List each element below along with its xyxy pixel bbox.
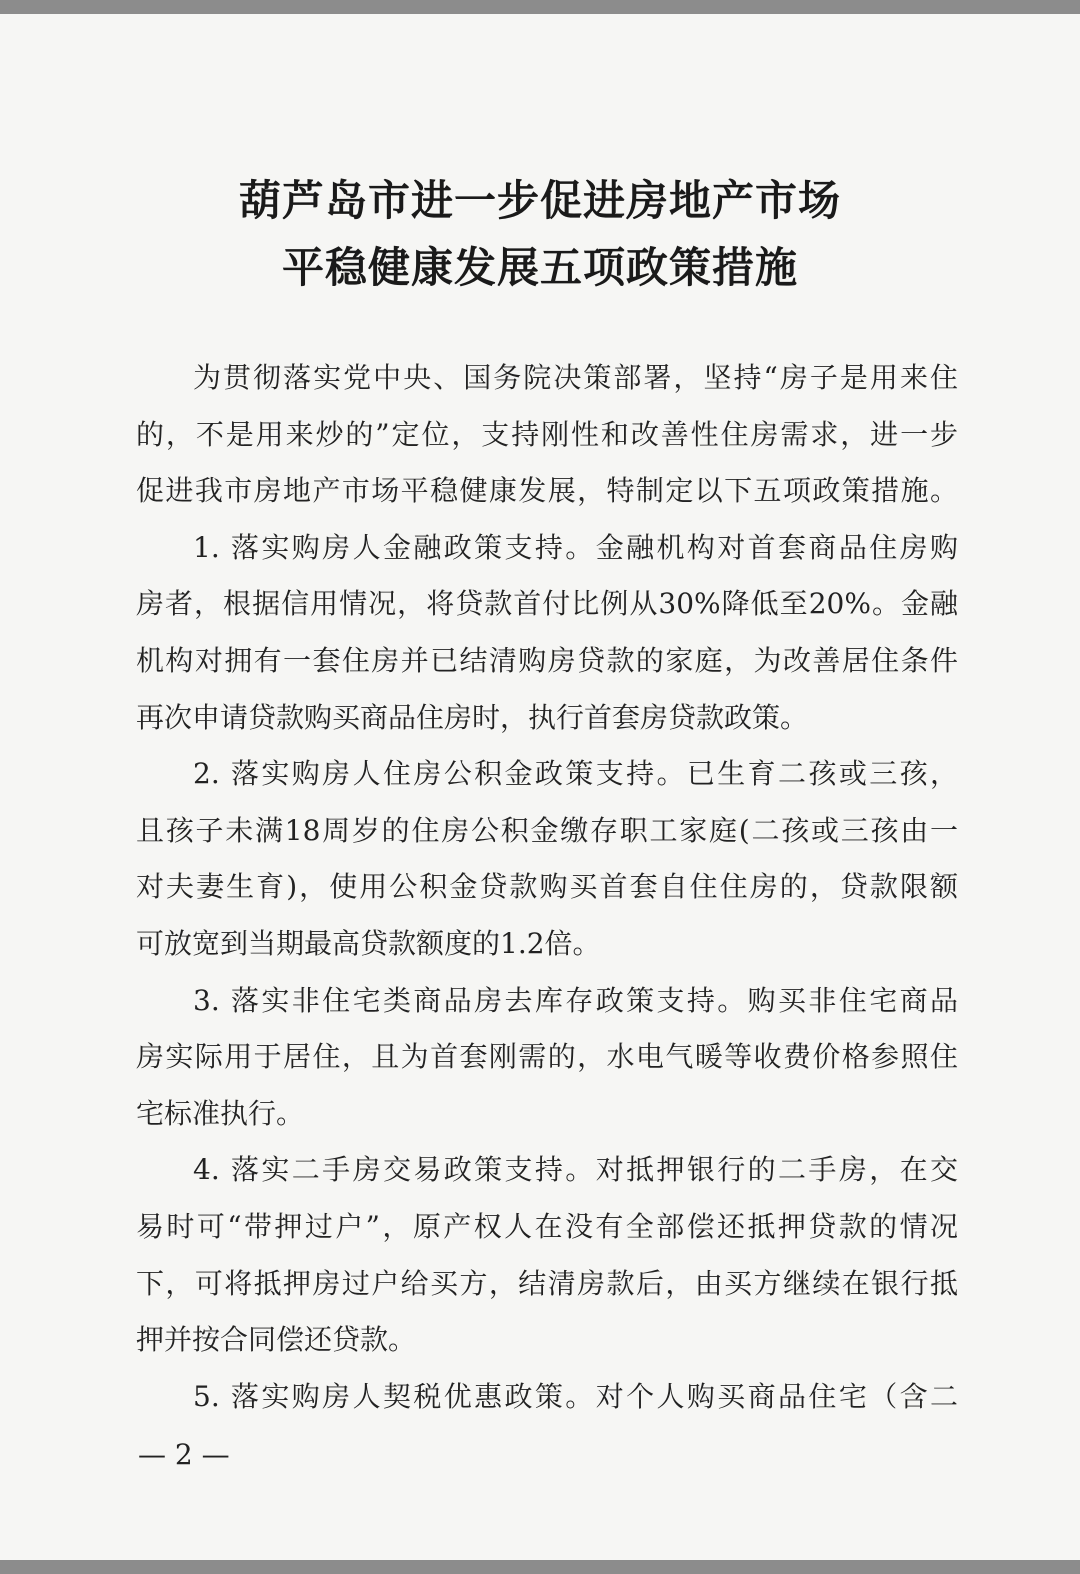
body-line: 5. 落实购房人契税优惠政策。对个人购买商品住宅（含二 bbox=[193, 1379, 958, 1413]
body-line: 房者，根据信用情况，将贷款首付比例从30%降低至20%。金融 bbox=[136, 587, 958, 621]
body-line: 下，可将抵押房过户给买方，结清房款后，由买方继续在银行抵 bbox=[136, 1266, 958, 1300]
document-title-line-1: 葫芦岛市进一步促进房地产市场 bbox=[238, 176, 841, 225]
body-line: 可放宽到当期最高贷款额度的1.2倍。 bbox=[136, 926, 601, 960]
body-line: 机构对拥有一套住房并已结清购房贷款的家庭，为改善居住条件 bbox=[136, 643, 958, 677]
document-page bbox=[0, 14, 1080, 1560]
body-line: 对夫妻生育)，使用公积金贷款购买首套自住住房的，贷款限额 bbox=[136, 870, 958, 904]
body-line: 4. 落实二手房交易政策支持。对抵押银行的二手房，在交 bbox=[193, 1153, 958, 1187]
body-line: 的，不是用来炒的”定位，支持刚性和改善性住房需求，进一步 bbox=[136, 417, 958, 451]
body-line: 3. 落实非住宅类商品房去库存政策支持。购买非住宅商品 bbox=[193, 983, 958, 1017]
page-number: — 2 — bbox=[138, 1438, 230, 1471]
body-line: 1. 落实购房人金融政策支持。金融机构对首套商品住房购 bbox=[193, 530, 958, 564]
body-line: 押并按合同偿还贷款。 bbox=[136, 1323, 417, 1357]
body-line: 易时可“带押过户”，原产权人在没有全部偿还抵押贷款的情况 bbox=[136, 1209, 958, 1243]
body-line: 促进我市房地产市场平稳健康发展，特制定以下五项政策措施。 bbox=[136, 474, 958, 508]
body-line: 宅标准执行。 bbox=[136, 1096, 305, 1130]
document-body bbox=[136, 350, 958, 1425]
body-line: 且孩子未满18周岁的住房公积金缴存职工家庭(二孩或三孩由一 bbox=[136, 813, 958, 847]
document-title-line-2: 平稳健康发展五项政策措施 bbox=[281, 243, 798, 292]
body-line: 为贯彻落实党中央、国务院决策部署，坚持“房子是用来住 bbox=[193, 361, 958, 394]
body-line: 再次申请贷款购买商品住房时，执行首套房贷款政策。 bbox=[136, 700, 809, 734]
body-line: 2. 落实购房人住房公积金政策支持。已生育二孩或三孩， bbox=[193, 757, 958, 791]
body-line: 房实际用于居住，且为首套刚需的，水电气暖等收费价格参照住 bbox=[136, 1040, 958, 1074]
